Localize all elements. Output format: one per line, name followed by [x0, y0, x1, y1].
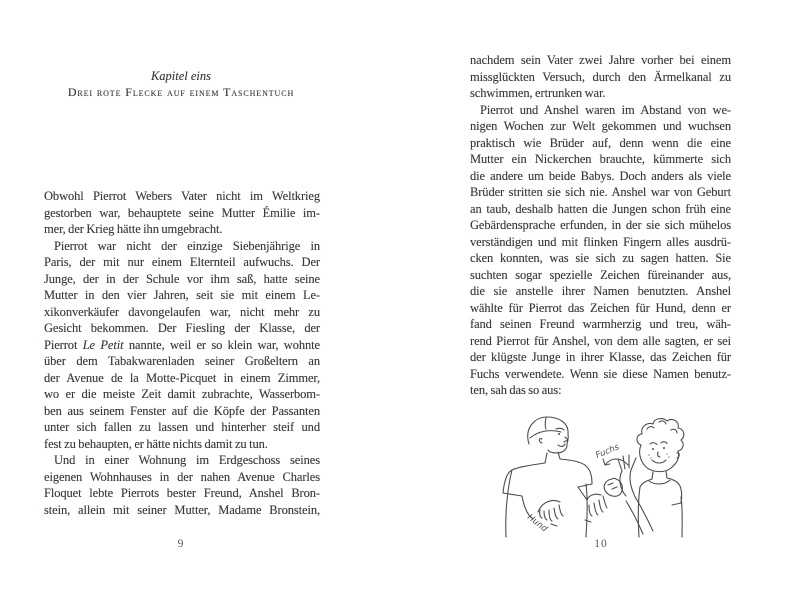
text-line: unter sich fallen zu lassen und hinterher steif und	[44, 420, 320, 434]
text-line: Pierrot war nicht der einzige Siebenjährige in	[54, 238, 320, 253]
text-line: Mutter in den vier Jahren, seit sie mit einem Le-	[44, 288, 320, 302]
text-line: Pierrot Le Petit nannte, weil er so klein war, wohnte	[44, 337, 320, 352]
text-line: ben aus seinem Fenster auf die Köpfe der Passanten	[44, 403, 320, 418]
text-line: xikonverkäufer davongelaufen war, nicht mehr zu	[44, 304, 320, 319]
text-line: cken konnten, was sie sich zu sagen hatten. Sie	[470, 251, 731, 265]
text-line: mer, der Krieg hätte ihn umgebracht.	[44, 222, 223, 236]
text-line: gestorben war, behauptete seine Mutter Émilie im-	[44, 205, 320, 220]
text-line: stein, allein mit seiner Mutter, Madame Bronstein,	[44, 502, 320, 517]
text-line: Gesicht bekommen. Der Fiesling der Klasse, der	[44, 321, 320, 335]
text-line: die sie anstelle ihrer Namen benutzten. Anshel	[470, 284, 731, 298]
text-line: wählte für Pierrot das Zeichen für Hund, denn er	[470, 300, 731, 315]
label-hund: Hund	[525, 512, 550, 535]
text-line: Mutter ein Nickerchen brauchte, kümmerte sich	[470, 152, 731, 166]
text-line: eigenen Wohnhauses in der nahen Avenue Charles	[44, 469, 320, 484]
text-line: fand seinen Freund warmherzig und treu, wäh-	[470, 317, 731, 331]
text-line: der klügste Junge in ihrer Klasse, das Zeichen für	[470, 350, 731, 364]
text-line: verständigen und mit flinken Fingern alles ausdrü-	[470, 234, 731, 249]
text-line: nigen Wochen zur Welt gekommen und wuchsen	[470, 119, 731, 133]
left-page-number: 9	[177, 538, 185, 550]
text-line: ten, sah das so aus:	[470, 383, 562, 397]
text-line: Und in einer Wohnung im Erdgeschoss seines	[54, 453, 320, 467]
chapter-title: Drei rote Flecke auf einem Taschentuch	[67, 85, 295, 99]
text-line: Obwohl Pierrot Webers Vater nicht im Weltkrieg	[44, 189, 320, 203]
text-line: Gebärdensprache erfunden, in der sie sich mühelos	[470, 218, 731, 232]
text-line: fest zu behaupten, er hätte nichts damit zu tun.	[44, 436, 268, 451]
text-line: suchten sogar spezielle Zeichen füreinander aus,	[470, 267, 731, 282]
label-fuchs: Fuchs	[594, 442, 621, 461]
text-line: wo er die meiste Zeit damit zubrachte, Wasserbom-	[44, 387, 320, 401]
text-line: rend Pierrot für Anshel, von dem alle sagten, er sei	[470, 333, 731, 348]
right-text-block	[470, 52, 731, 399]
left-text-block	[44, 188, 320, 518]
text-line: Pierrot und Anshel waren im Abstand von we-	[480, 102, 731, 117]
text-line: die andere um beide Babys. Doch anders als viele	[470, 168, 731, 183]
text-line: schwimmen, ertrunken war.	[470, 86, 606, 100]
text-line: Junge, der in der Schule vor ihm saß, hatte seine	[44, 271, 320, 286]
text-line: Fuchs verwendete. Wenn sie diese Namen benutz-	[470, 366, 731, 381]
text-line: der Avenue de la Motte-Picquet in einem Zimmer,	[44, 370, 320, 385]
text-line: praktisch wie Brüder auf, denn wenn die eine	[470, 135, 731, 150]
boy-fuchs-figure	[594, 419, 683, 537]
boy-hund-figure	[503, 417, 607, 537]
chapter-label: Kapitel eins	[150, 69, 212, 83]
text-line: nachdem sein Vater zwei Jahre vorher bei einem	[470, 53, 731, 67]
text-line: Floquet lebte Pierrots bester Freund, Anshel Bron-	[44, 486, 320, 500]
text-line: an taub, deshalb hatten die Jungen schon früh eine	[470, 201, 731, 216]
text-line: Paris, der mit nur einem Elternteil aufwuchs. Der	[44, 255, 320, 269]
text-line: missglückten Versuch, durch den Ärmelkanal zu	[470, 69, 731, 84]
text-line: Brüder stritten sie sich nie. Anshel war von Geburt	[470, 185, 731, 199]
sign-language-illustration	[450, 415, 770, 540]
text-line: über dem Tabakwarenladen seiner Großeltern an	[44, 354, 320, 368]
right-page-number: 10	[594, 538, 608, 550]
